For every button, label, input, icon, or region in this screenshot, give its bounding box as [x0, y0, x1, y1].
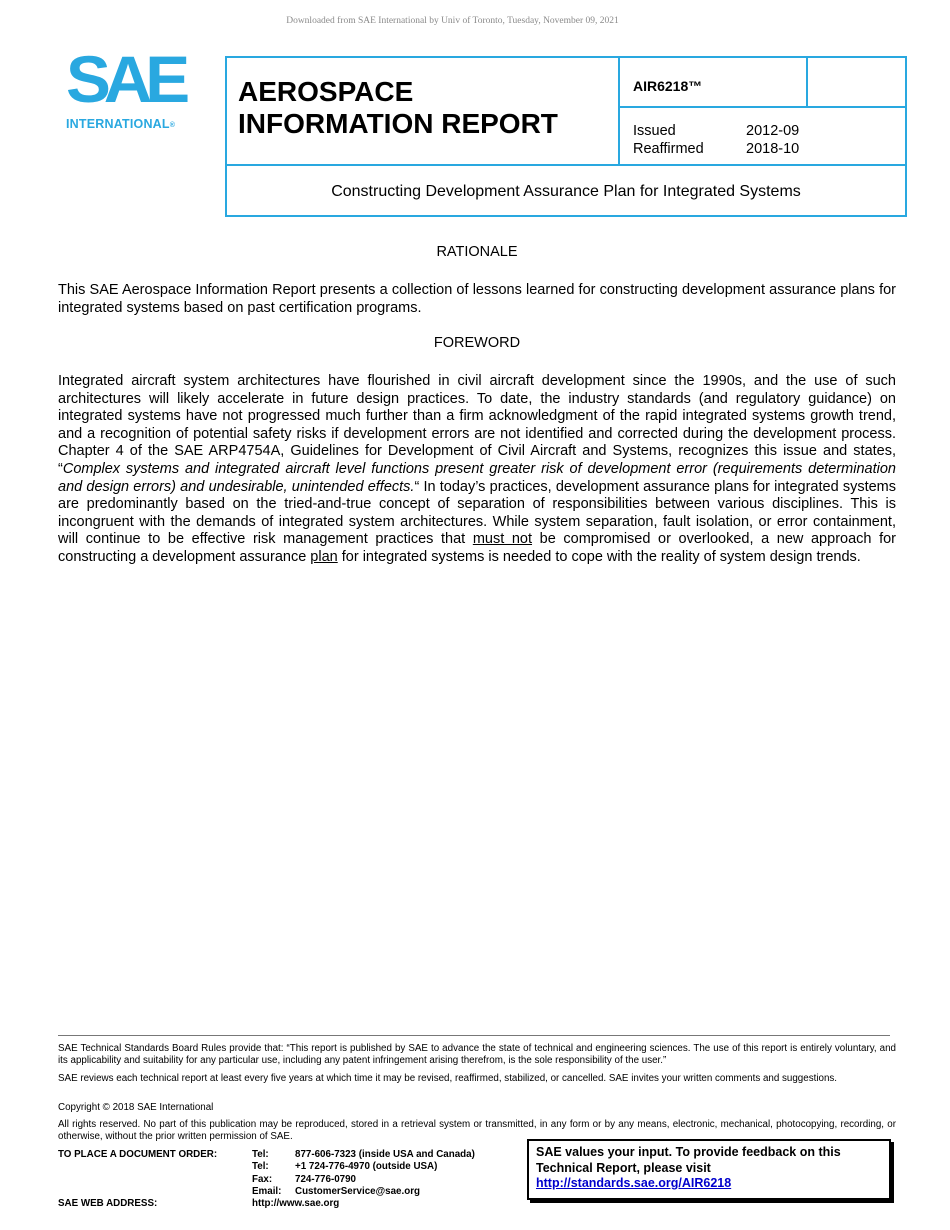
logo-subtitle: INTERNATIONAL®	[66, 117, 176, 131]
download-note: Downloaded from SAE International by Univ of Toronto, Tuesday, November 09, 2021	[286, 16, 619, 26]
contact-info: Tel: 877-606-7323 (inside USA and Canada) Tel: +1 724-776-4970 (outside USA) Fax: 724-776-0790 Email: CustomerService@sae.org http://www.sae.org	[252, 1149, 475, 1210]
footer-review-text: SAE reviews each technical report at least every five years at which time it may be revised, reaffirmed, stabilized, or cancelled. SAE invites your written comments and suggestions.	[58, 1073, 838, 1084]
document-title: Constructing Development Assurance Plan for Integrated Systems	[331, 183, 801, 200]
phone-number: 877-606-7323 (inside USA and Canada)	[295, 1149, 475, 1160]
header-divider	[618, 56, 620, 166]
underlined-text: plan	[310, 548, 338, 565]
email-address[interactable]: CustomerService@sae.org	[295, 1185, 420, 1197]
header-divider	[618, 106, 907, 108]
sae-logo	[66, 42, 190, 134]
footer-copyright: Copyright © 2018 SAE International	[58, 1102, 214, 1113]
web-address[interactable]: http://www.sae.org	[252, 1198, 340, 1210]
foreword-text: Integrated aircraft system architectures have flourished in civil aircraft development since the 1990s, and the use of such architectures will likely accelerate in future design practices. To date, the industry standards (and regulatory guidance) on integrated systems have not progressed much further than a firm acknowledgment of the rapid integrated systems growth trend, and a recognition of potential safety risks if development errors are not identified and corrected during the development process. Chapter 4 of the SAE ARP4754A, Guidelines for Development of Civil Aircraft and Systems, recognizes this issue and states, “Complex systems and integrated aircraft level functions present greater risk of development error (requirements determination and design errors) and undesirable, unintended effects.“ In today’s practices, development assurance plans for integrated systems are predominantly based on the tried-and-true concept of separation of responsibilities between various disciplines. This is incongruent with the demands of integrated system architectures. While system separation, fault isolation, or error containment, will continue to be effective risk management practices that must not be compromised or overlooked, a new approach for constructing a development assurance plan for integrated systems is needed to cope with the reality of system design trends.	[58, 373, 896, 565]
rationale-text: This SAE Aerospace Information Report presents a collection of lessons learned for constructing development assurance plans for integrated systems based on past certification programs.	[58, 282, 896, 316]
quoted-text: Complex systems and integrated aircraft level functions present greater risk of development error (requirements determination and design errors) and undesirable, unintended effects.	[58, 460, 896, 495]
header-divider	[806, 56, 808, 108]
document-type: AEROSPACE INFORMATION REPORT	[238, 76, 558, 139]
issue-labels: Issued Reaffirmed	[633, 123, 704, 157]
registered-mark: ®	[169, 122, 176, 129]
foreword-heading: FOREWORD	[433, 335, 521, 351]
header-divider	[225, 164, 907, 166]
footer-rule	[58, 1035, 890, 1036]
document-number: AIR6218™	[633, 78, 703, 94]
footer-rights-text: All rights reserved. No part of this publication may be reproduced, stored in a retrieval system or transmitted, in any form or by any means, electronic, mechanical, photocopying, recording, or otherwise, without the prior written permission of SAE.	[58, 1119, 896, 1142]
issue-dates: 2012-09 2018-10	[746, 123, 800, 157]
phone-number: +1 724-776-4970 (outside USA)	[295, 1161, 438, 1173]
logo-letters: SAE	[66, 42, 184, 116]
footer-rules-text: SAE Technical Standards Board Rules provide that: “This report is published by SAE to advance the state of technical and engineering sciences. The use of this report is entirely voluntary, and its applicability and suitability for any particular use, including any patent infringement arising therefrom, is the sole responsibility of the user.”	[58, 1043, 896, 1066]
rationale-heading: RATIONALE	[436, 244, 518, 260]
order-label: TO PLACE A DOCUMENT ORDER:	[58, 1149, 218, 1160]
underlined-text: must not	[472, 531, 533, 548]
fax-number: 724-776-0790	[295, 1173, 357, 1185]
feedback-box: SAE values your input. To provide feedback on this Technical Report, please visit http://standards.sae.org/AIR6218	[527, 1139, 891, 1200]
web-label: SAE WEB ADDRESS:	[58, 1198, 158, 1209]
feedback-link[interactable]: http://standards.sae.org/AIR6218	[536, 1176, 732, 1190]
